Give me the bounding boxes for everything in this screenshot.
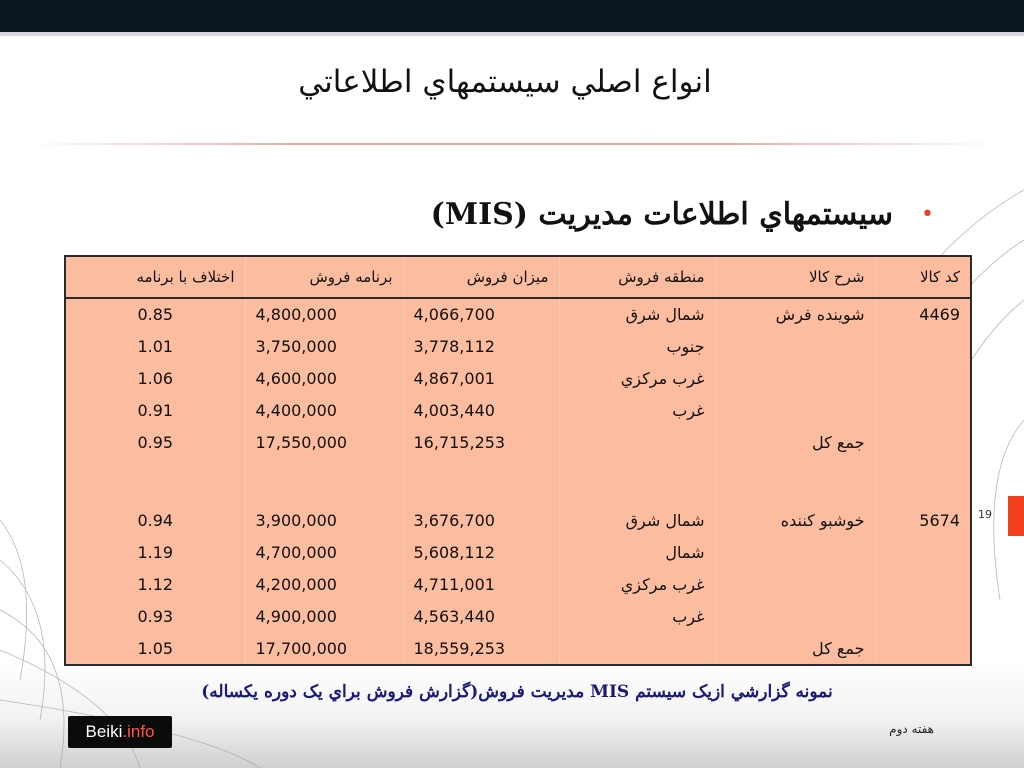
slide-subtitle: سيستمهاي اطلاعات مديريت (MIS) [430, 196, 894, 232]
table-spacer-row [65, 458, 971, 505]
cell-diff: 1.01 [65, 331, 245, 363]
cell-sales: 4,003,440 [403, 395, 559, 427]
cell-region: شمال [559, 537, 715, 569]
cell-region: غرب [559, 395, 715, 427]
cell-total-diff: 0.95 [65, 426, 245, 458]
table-row [65, 600, 971, 632]
header-diff: اختلاف با برنامه [65, 256, 245, 298]
cell-region: شمال شرق [559, 505, 715, 537]
title-underline [30, 143, 994, 145]
subtitle-row [431, 190, 934, 238]
cell-description: خوشبو كننده [715, 505, 875, 537]
cell-diff: 0.93 [65, 600, 245, 632]
header-sales: ميزان فروش [403, 256, 559, 298]
cell-region: غرب مركزي [559, 568, 715, 600]
cell-sales: 3,778,112 [403, 331, 559, 363]
cell-diff: 0.94 [65, 505, 245, 537]
cell-total-label: جمع كل [715, 632, 875, 665]
table-row [65, 298, 971, 331]
footer-text: هفته دوم [889, 722, 934, 736]
bullet-icon: • [921, 201, 934, 227]
header-description: شرح كالا [715, 256, 875, 298]
cell-diff: 1.06 [65, 363, 245, 395]
cell-plan: 3,750,000 [245, 331, 403, 363]
table-row [65, 505, 971, 537]
page-number: 19 [978, 508, 992, 521]
cell-sales: 4,867,001 [403, 363, 559, 395]
cell-diff: 0.85 [65, 298, 245, 331]
header-plan: برنامه فروش [245, 256, 403, 298]
slide-title: انواع اصلي سيستمهاي اطلاعاتي [298, 64, 712, 100]
cell-plan: 4,400,000 [245, 395, 403, 427]
cell-plan: 4,900,000 [245, 600, 403, 632]
cell-region: غرب [559, 600, 715, 632]
cell-plan: 3,900,000 [245, 505, 403, 537]
table-row [65, 331, 971, 363]
header-code: كد كالا [875, 256, 971, 298]
table-row [65, 568, 971, 600]
cell-total-label: جمع كل [715, 426, 875, 458]
sales-report-table [64, 255, 972, 666]
cell-diff: 1.19 [65, 537, 245, 569]
cell-region: غرب مركزي [559, 363, 715, 395]
cell-total-plan: 17,550,000 [245, 426, 403, 458]
logo [68, 716, 172, 748]
table-row [65, 537, 971, 569]
cell-plan: 4,800,000 [245, 298, 403, 331]
header-region: منطقه فروش [559, 256, 715, 298]
cell-plan: 4,700,000 [245, 537, 403, 569]
cell-total-sales: 16,715,253 [403, 426, 559, 458]
cell-sales: 3,676,700 [403, 505, 559, 537]
table-caption: نمونه گزارشي ازيک سيستم MIS مديريت فروش(گزارش فروش براي يک دوره يکساله) [201, 682, 833, 702]
cell-sales: 4,563,440 [403, 600, 559, 632]
cell-total-plan: 17,700,000 [245, 632, 403, 665]
slide-marker-tab [1008, 496, 1024, 536]
cell-diff: 0.91 [65, 395, 245, 427]
table-total-row [65, 426, 971, 458]
cell-sales: 4,711,001 [403, 568, 559, 600]
cell-diff: 1.12 [65, 568, 245, 600]
logo-main-text: Beiki [85, 722, 123, 741]
table-header-row [65, 256, 971, 298]
table-row [65, 363, 971, 395]
cell-region: جنوب [559, 331, 715, 363]
cell-description: شوينده فرش [715, 298, 875, 331]
table-row [65, 395, 971, 427]
cell-code: 4469 [875, 298, 971, 331]
cell-code: 5674 [875, 505, 971, 537]
cell-plan: 4,600,000 [245, 363, 403, 395]
cell-sales: 4,066,700 [403, 298, 559, 331]
cell-total-diff: 1.05 [65, 632, 245, 665]
cell-sales: 5,608,112 [403, 537, 559, 569]
cell-total-sales: 18,559,253 [403, 632, 559, 665]
cell-region: شمال شرق [559, 298, 715, 331]
cell-plan: 4,200,000 [245, 568, 403, 600]
table-total-row [65, 632, 971, 665]
logo-accent-text: .info [122, 722, 155, 741]
